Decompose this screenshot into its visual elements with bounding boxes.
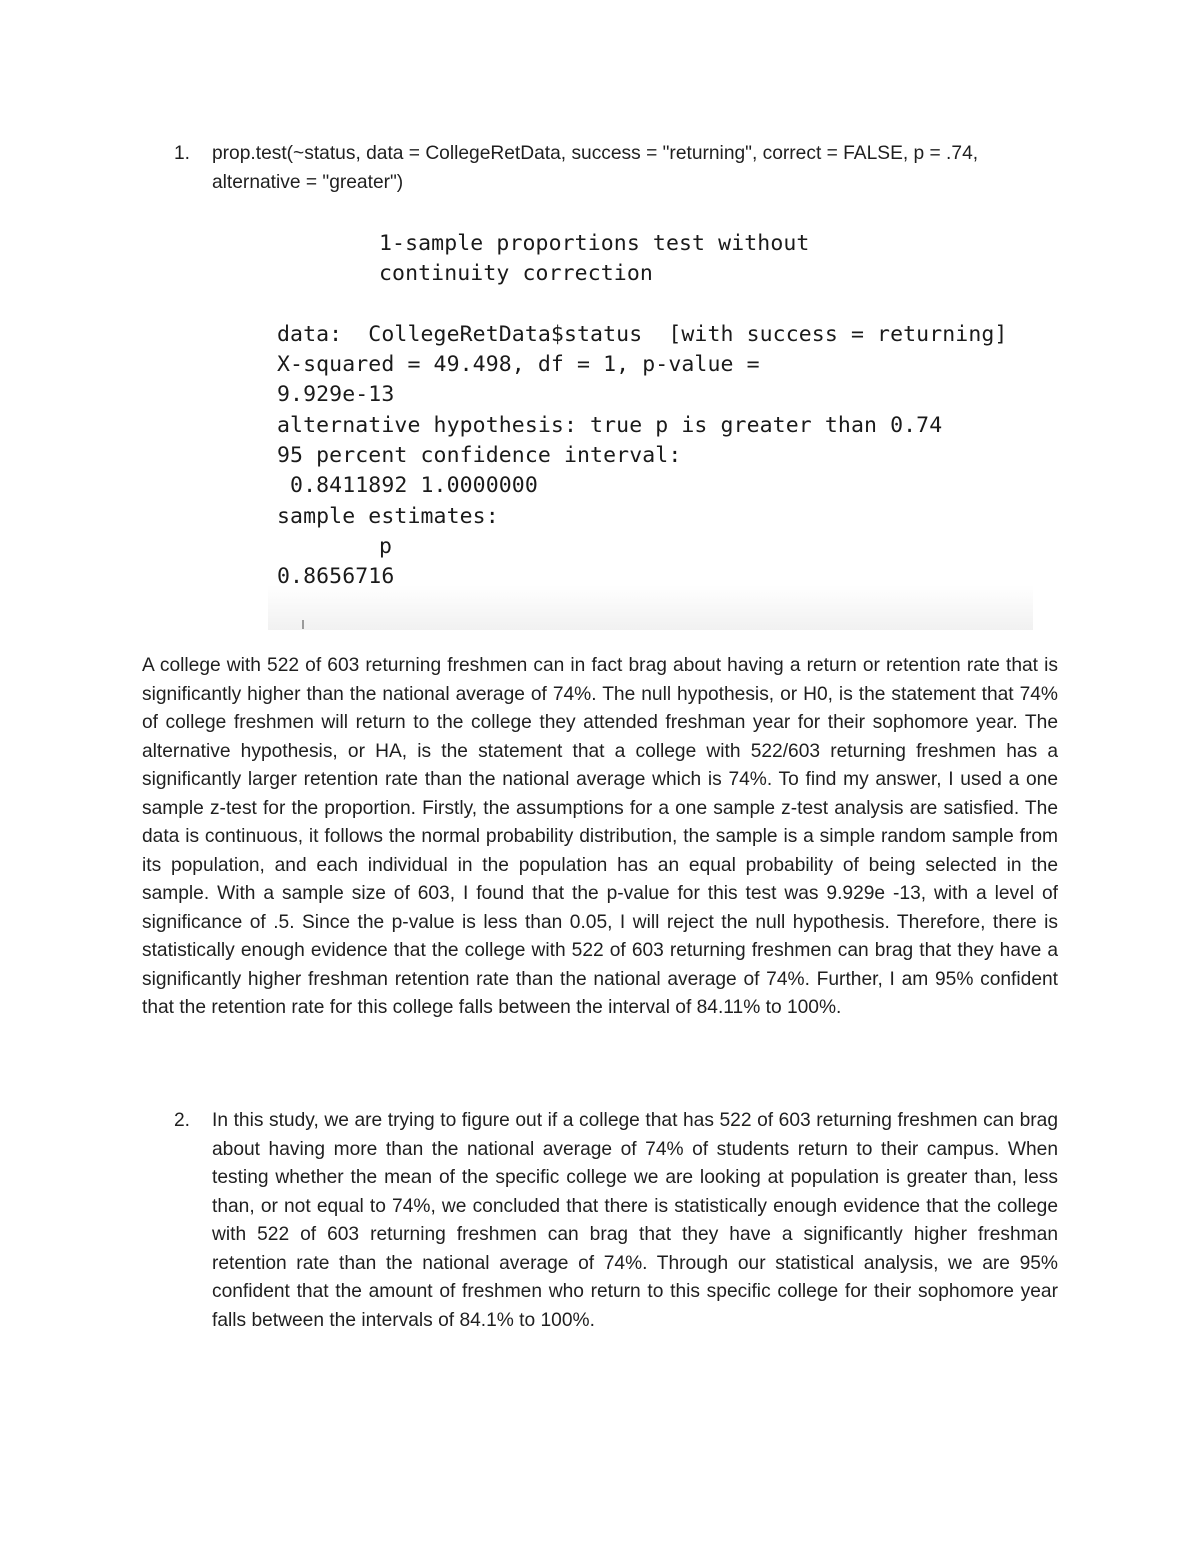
test-title-line1: 1-sample proportions test without (379, 231, 810, 256)
confidence-interval-values: 0.8411892 1.0000000 (277, 473, 538, 498)
text-cursor (302, 620, 304, 629)
r-command-text: prop.test(~status, data = CollegeRetData, success = "returning", correct = FALSE, p = .74, alternative = "greater") (212, 143, 979, 193)
statistic-line: X-squared = 49.498, df = 1, p-value = (277, 352, 760, 377)
conclusion-text: In this study, we are trying to figure out if a college that has 522 of 603 returning freshmen can brag about having more than the national average of 74% of students return to their campus. When testing whether the mean of the specific college we are looking at population is greater than, less than, or not equal to 74%, we concluded that there is statistically enough evidence that the college with 522 of 603 returning freshmen can brag that they have a significantly higher freshman retention rate than the national average of 74%. Through our statistical analysis, we are 95% confident that the amount of freshmen who return to this specific college for their sophomore year falls between the intervals of 84.1% to 100%. (212, 1110, 1058, 1331)
confidence-interval-label: 95 percent confidence interval: (277, 443, 682, 468)
body-paragraph: A college with 522 of 603 returning freshmen can in fact brag about having a return or retention rate that is significantly higher than the national average of 74%. The null hypothesis, or H0, is the statement that 74% of college freshmen will return to the college they attended freshman year for their sophomore year. The alternative hypothesis, or HA, is the statement that a college with 522/603 returning freshmen has a significantly larger retention rate than the national average which is 74%. To find my answer, I used a one sample z-test for the proportion. Firstly, the assumptions for a one sample z-test analysis are satisfied. The data is continuous, it follows the normal probability distribution, the sample is a simple random sample from its population, and each individual in the population has an equal probability of being selected in the sample. With a sample size of 603, I found that the p-value for this test was 9.929e -13, with a level of significance of .5. Since the p-value is less than 0.05, I will reject the null hypothesis. Therefore, there is statistically enough evidence that the college with 522 of 603 returning freshmen can brag that they have a significantly higher freshman retention rate than the national average of 74%. Further, I am 95% confident that the retention rate for this college falls between the interval of 84.11% to 100%. (142, 655, 1058, 1018)
alternative-hypothesis-line: alternative hypothesis: true p is greater than 0.74 (277, 413, 943, 438)
list-item-2 (174, 1107, 1058, 1335)
list-number: 1. (174, 143, 191, 164)
estimate-value: 0.8656716 (277, 564, 395, 589)
list-number: 2. (174, 1110, 191, 1131)
data-line: data: CollegeRetData$status [with success = returning] (277, 322, 1008, 347)
pvalue-line: 9.929e-13 (277, 382, 395, 407)
list-item-1 (174, 140, 1058, 197)
r-output-screenshot (268, 220, 1033, 630)
sample-estimates-label: sample estimates: (277, 504, 499, 529)
test-title-line2: continuity correction (379, 261, 653, 286)
estimate-name: p (379, 534, 393, 559)
